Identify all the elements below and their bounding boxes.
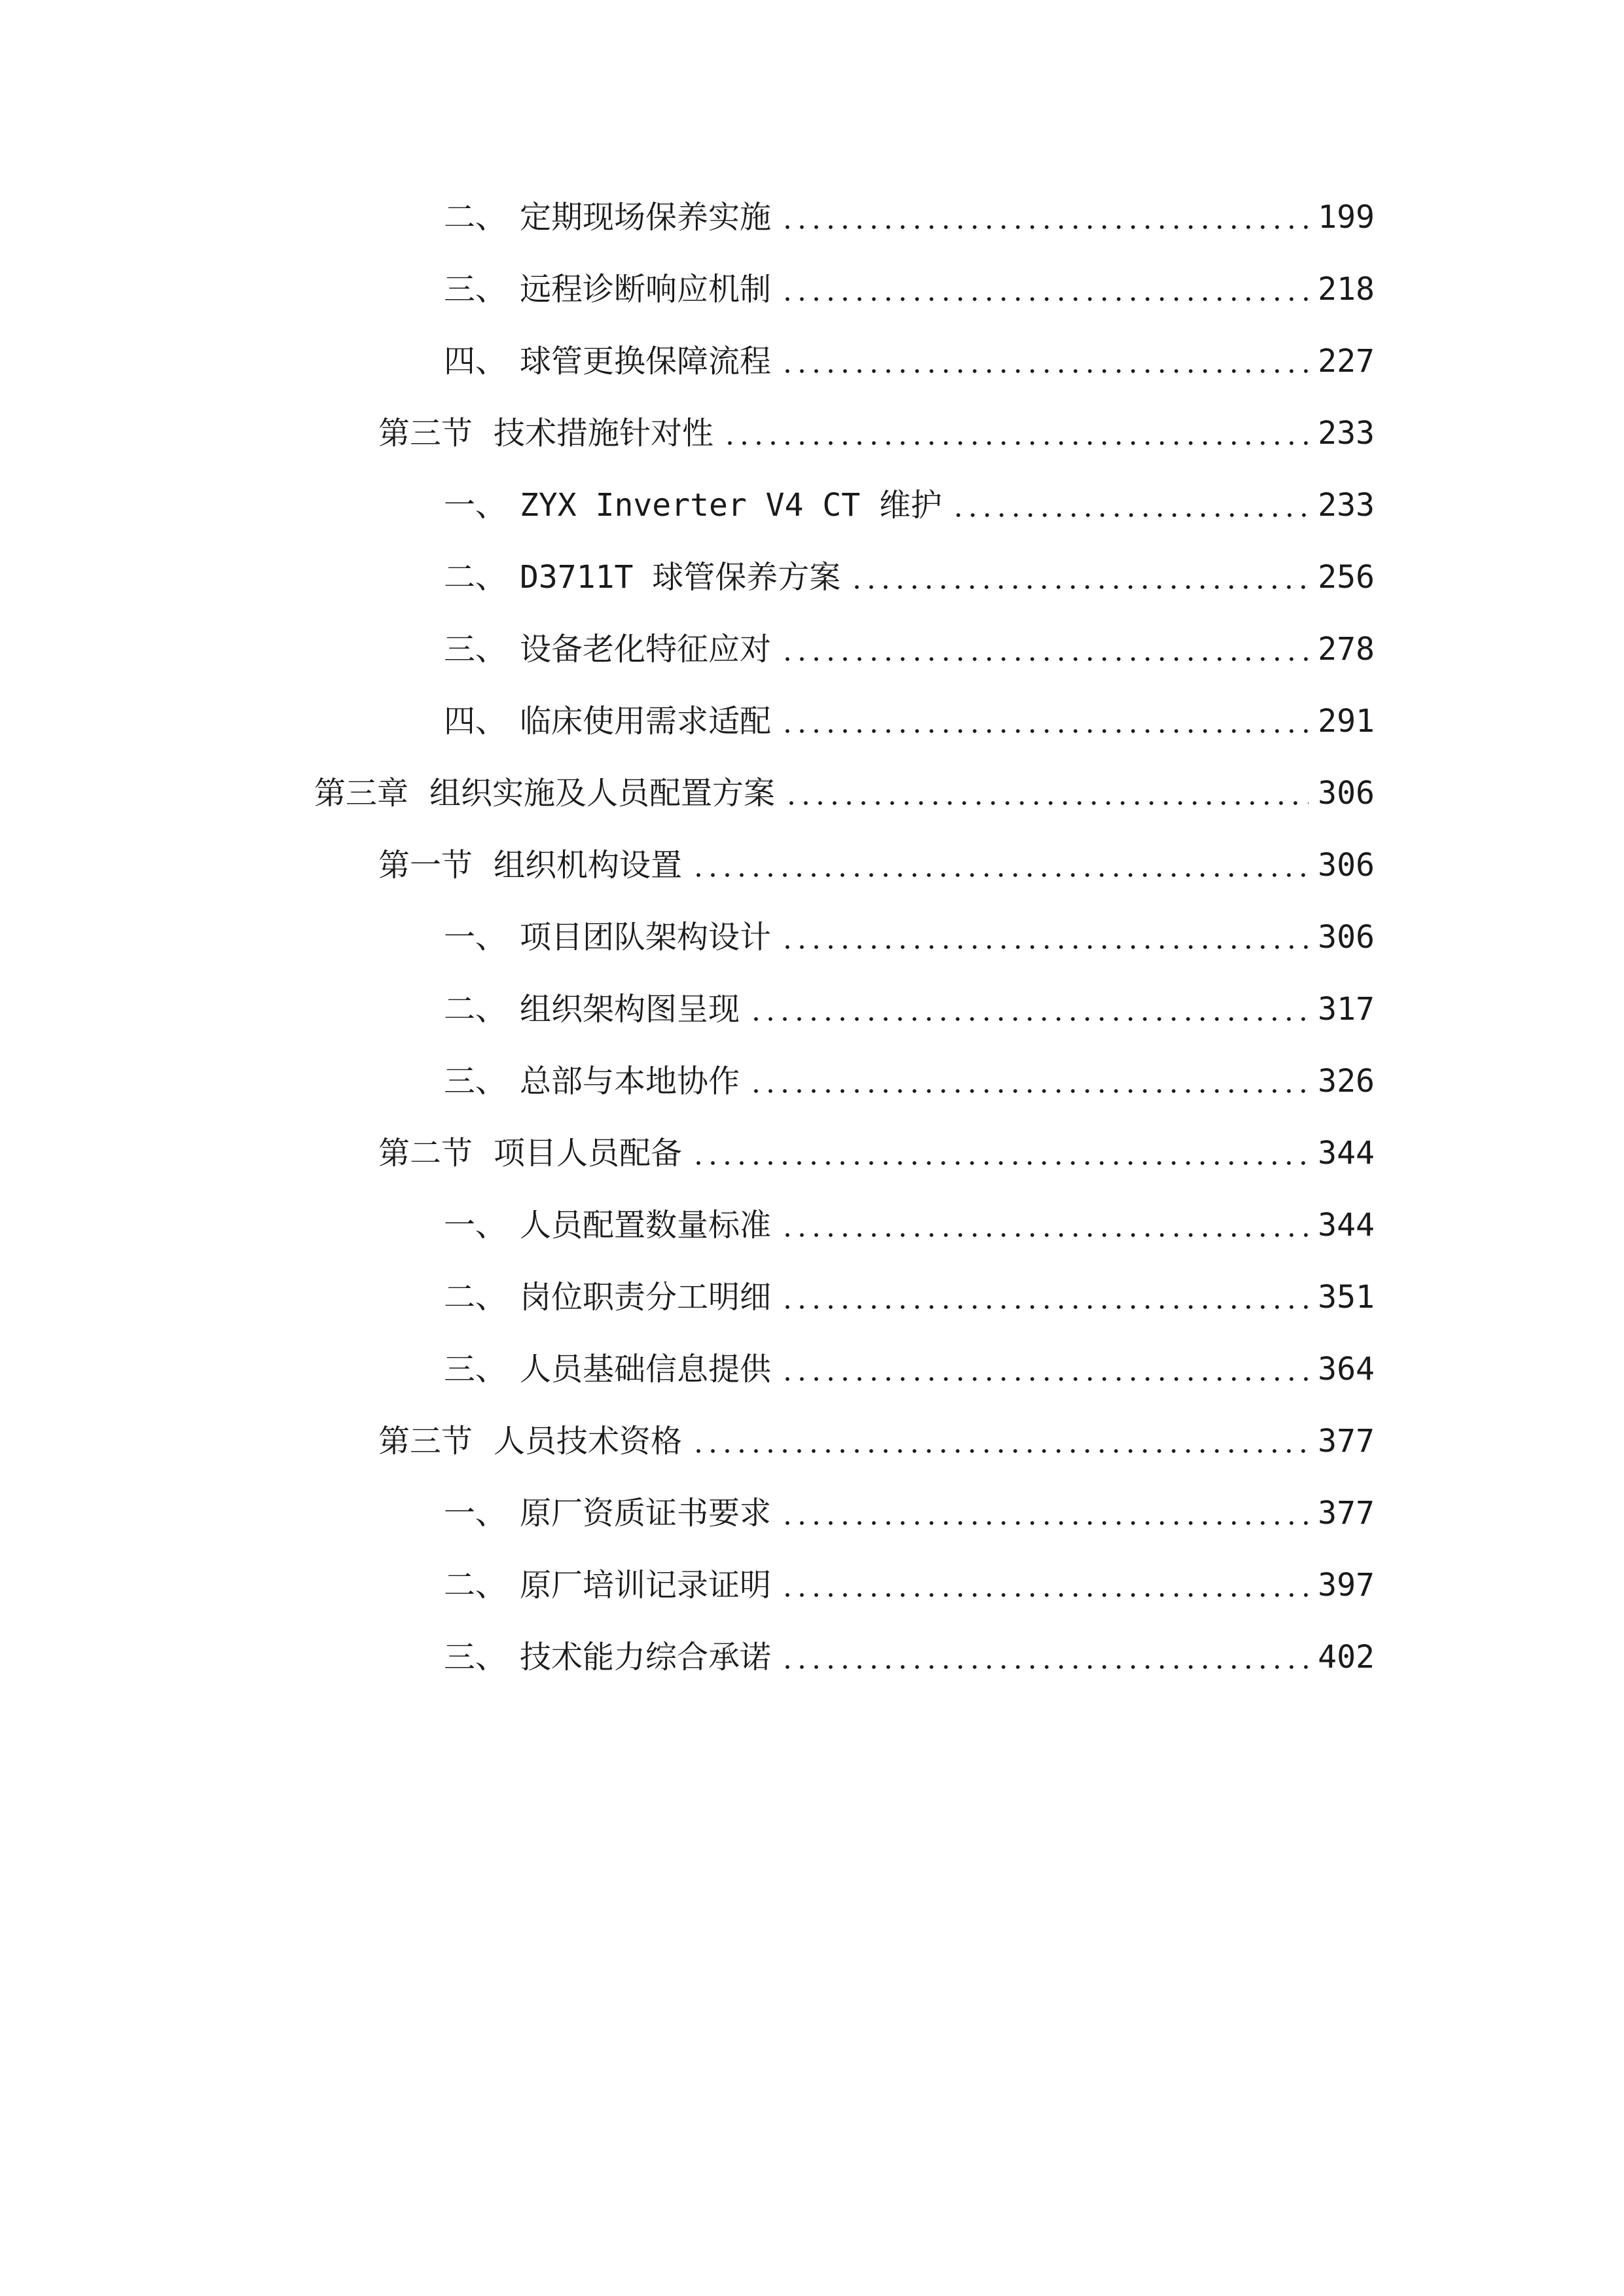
toc-entry-number: 三、 xyxy=(444,631,507,668)
toc-entry-title: 人员配置数量标准 xyxy=(520,1207,772,1244)
toc-page-number: 218 xyxy=(1318,271,1375,308)
toc-entry[interactable] xyxy=(444,623,1375,675)
toc-page-number: 278 xyxy=(1318,631,1375,668)
toc-entry-label xyxy=(444,1559,780,1611)
toc-entry-title: 定期现场保养实施 xyxy=(520,199,772,236)
toc-entry-label xyxy=(444,1487,780,1539)
dot-leader xyxy=(691,1127,1308,1179)
toc-entry-label xyxy=(444,479,951,531)
toc-page-number: 344 xyxy=(1318,1207,1375,1244)
toc-entry-number: 三、 xyxy=(444,1351,507,1388)
dot-leader xyxy=(780,335,1308,387)
dot-leader xyxy=(780,1199,1308,1251)
dot-leader xyxy=(780,191,1308,243)
toc-entry-title: D3711T 球管保养方案 xyxy=(520,559,841,596)
toc-entry-title: ZYX Inverter V4 CT 维护 xyxy=(520,487,943,524)
toc-entry-title: 球管更换保障流程 xyxy=(520,343,772,380)
dot-leader xyxy=(749,1055,1308,1107)
toc-entry-number: 三、 xyxy=(444,1063,507,1100)
toc-page-number: 233 xyxy=(1318,487,1375,524)
dot-leader xyxy=(850,551,1308,603)
toc-entry-label xyxy=(444,1343,780,1395)
toc-page-number: 233 xyxy=(1318,415,1375,452)
toc-entry[interactable] xyxy=(378,839,1375,891)
toc-entry-label xyxy=(444,1631,780,1683)
toc-entry-title: 原厂培训记录证明 xyxy=(520,1567,772,1604)
toc-entry-title: 设备老化特征应对 xyxy=(520,631,772,668)
toc-entry-label xyxy=(444,623,780,675)
toc-entry-number: 一、 xyxy=(444,1207,507,1244)
toc-entry-label xyxy=(378,1127,691,1179)
toc-entry-title: 总部与本地协作 xyxy=(520,1063,740,1100)
toc-entry-title: 远程诊断响应机制 xyxy=(520,271,772,308)
toc-page-number: 377 xyxy=(1318,1423,1375,1460)
toc-entry-title: 组织实施及人员配置方案 xyxy=(429,775,776,812)
toc-entry-number: 第一节 xyxy=(378,847,473,884)
toc-entry-number: 第三节 xyxy=(378,1423,473,1460)
toc-entry-label xyxy=(444,911,780,963)
dot-leader xyxy=(780,1559,1308,1611)
toc-entry-label xyxy=(444,1055,749,1107)
toc-page-number: 397 xyxy=(1318,1567,1375,1604)
toc-entry-label xyxy=(378,1415,691,1467)
dot-leader xyxy=(780,1487,1308,1539)
dot-leader xyxy=(784,767,1308,819)
toc-page-number: 364 xyxy=(1318,1351,1375,1388)
toc-entry-title: 项目人员配备 xyxy=(494,1135,683,1172)
toc-entry-label xyxy=(314,767,784,819)
toc-entry-label xyxy=(444,551,850,603)
toc-page-number: 306 xyxy=(1318,919,1375,956)
toc-entry[interactable] xyxy=(314,767,1375,819)
dot-leader xyxy=(780,263,1308,315)
toc-entry-label xyxy=(378,839,691,891)
toc-entry-number: 三、 xyxy=(444,1639,507,1676)
toc-entry-title: 岗位职责分工明细 xyxy=(520,1279,772,1316)
toc-entry-label xyxy=(378,407,723,459)
toc-entry[interactable] xyxy=(444,479,1375,531)
toc-entry-number: 三、 xyxy=(444,271,507,308)
toc-entry-number: 第三节 xyxy=(378,415,473,452)
toc-entry-title: 组织机构设置 xyxy=(494,847,683,884)
toc-entry-number: 四、 xyxy=(444,703,507,740)
toc-entry-title: 临床使用需求适配 xyxy=(520,703,772,740)
toc-entry-label xyxy=(444,695,780,747)
dot-leader xyxy=(951,479,1308,531)
dot-leader xyxy=(780,1271,1308,1323)
toc-page-number: 344 xyxy=(1318,1135,1375,1172)
toc-entry[interactable] xyxy=(378,1127,1375,1179)
toc-page-number: 326 xyxy=(1318,1063,1375,1100)
toc-entry[interactable] xyxy=(444,1487,1375,1539)
toc-entry[interactable] xyxy=(444,1631,1375,1683)
dot-leader xyxy=(780,695,1308,747)
toc-entry-number: 一、 xyxy=(444,487,507,524)
dot-leader xyxy=(780,623,1308,675)
toc-entry-number: 二、 xyxy=(444,559,507,596)
toc-page-number: 227 xyxy=(1318,343,1375,380)
toc-entry-number: 一、 xyxy=(444,1495,507,1532)
toc-entry-label xyxy=(444,1271,780,1323)
toc-entry[interactable] xyxy=(444,335,1375,387)
toc-entry[interactable] xyxy=(444,263,1375,315)
toc-entry[interactable] xyxy=(378,407,1375,459)
toc-page-number: 402 xyxy=(1318,1639,1375,1676)
toc-entry[interactable] xyxy=(444,1559,1375,1611)
toc-entry[interactable] xyxy=(444,1199,1375,1251)
toc-entry[interactable] xyxy=(378,1415,1375,1467)
toc-entry-number: 二、 xyxy=(444,1567,507,1604)
toc-page-number: 351 xyxy=(1318,1279,1375,1316)
toc-entry-title: 项目团队架构设计 xyxy=(520,919,772,956)
toc-entry-number: 第二节 xyxy=(378,1135,473,1172)
toc-entry[interactable] xyxy=(444,983,1375,1035)
dot-leader xyxy=(691,839,1308,891)
toc-entry-number: 四、 xyxy=(444,343,507,380)
toc-entry[interactable] xyxy=(444,1271,1375,1323)
dot-leader xyxy=(691,1415,1308,1467)
toc-entry-title: 技术措施针对性 xyxy=(494,415,714,452)
toc-entry-label xyxy=(444,191,780,243)
toc-entry[interactable] xyxy=(444,1343,1375,1395)
toc-entry[interactable] xyxy=(444,551,1375,603)
toc-entry[interactable] xyxy=(444,191,1375,243)
toc-page-number: 306 xyxy=(1318,775,1375,812)
toc-entry-title: 人员基础信息提供 xyxy=(520,1351,772,1388)
toc-entry[interactable] xyxy=(444,695,1375,747)
dot-leader xyxy=(780,911,1308,963)
toc-entry-number: 二、 xyxy=(444,991,507,1028)
toc-entry-title: 技术能力综合承诺 xyxy=(520,1639,772,1676)
toc-entry-label xyxy=(444,263,780,315)
toc-entry-label xyxy=(444,1199,780,1251)
toc-entry-title: 人员技术资格 xyxy=(494,1423,683,1460)
dot-leader xyxy=(749,983,1308,1035)
dot-leader xyxy=(780,1631,1308,1683)
toc-entry-label xyxy=(444,983,749,1035)
toc-entry-number: 二、 xyxy=(444,199,507,236)
toc-page-number: 306 xyxy=(1318,847,1375,884)
toc-page-number: 377 xyxy=(1318,1495,1375,1532)
toc-page-number: 256 xyxy=(1318,559,1375,596)
toc-entry-label xyxy=(444,335,780,387)
dot-leader xyxy=(780,1343,1308,1395)
toc-page-number: 291 xyxy=(1318,703,1375,740)
toc-entry-number: 二、 xyxy=(444,1279,507,1316)
toc-entry-title: 组织架构图呈现 xyxy=(520,991,740,1028)
toc-entry-title: 原厂资质证书要求 xyxy=(520,1495,772,1532)
toc-entry[interactable] xyxy=(444,1055,1375,1107)
toc-page-number: 199 xyxy=(1318,199,1375,236)
dot-leader xyxy=(723,407,1308,459)
toc-entry-number: 第三章 xyxy=(314,775,409,812)
toc-entry[interactable] xyxy=(444,911,1375,963)
toc-page-number: 317 xyxy=(1318,991,1375,1028)
toc-entry-number: 一、 xyxy=(444,919,507,956)
